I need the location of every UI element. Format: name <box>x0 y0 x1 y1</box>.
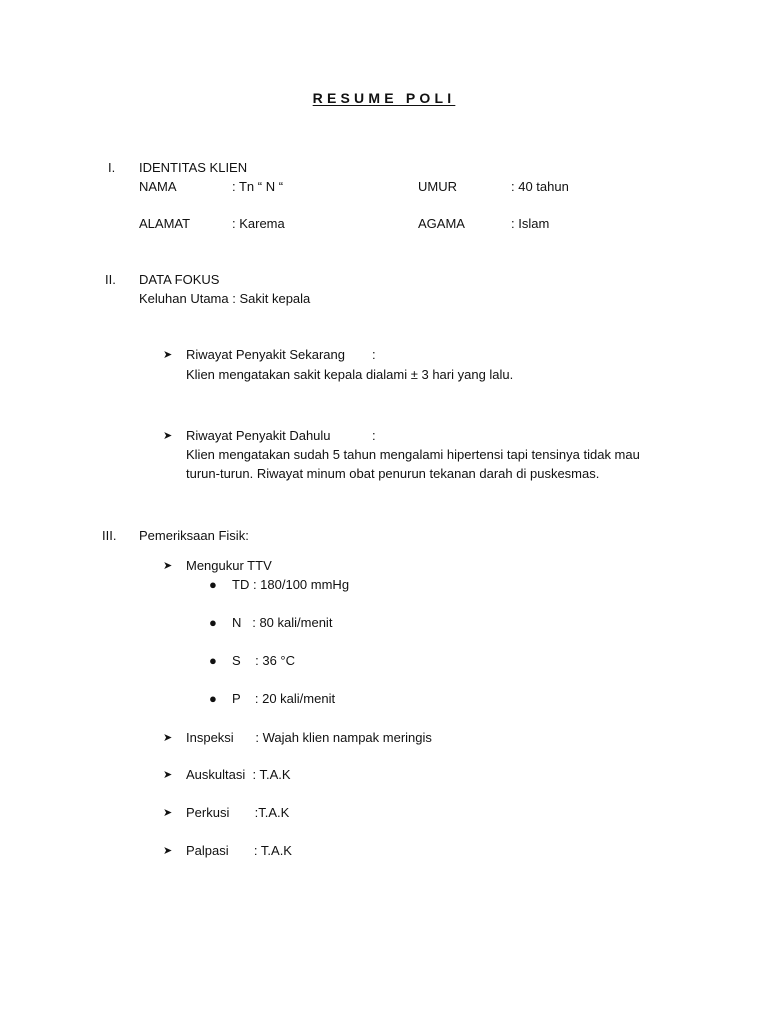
arrowhead-bullet-icon: ➤ <box>163 560 173 572</box>
ttv-item-s: S : 36 °C <box>232 653 296 668</box>
palpasi-line: Palpasi : T.A.K <box>186 843 292 858</box>
riwayat-sekarang-colon: : <box>372 347 376 362</box>
section-numeral-1: I. <box>108 160 116 175</box>
agama-label: AGAMA <box>418 216 465 231</box>
alamat-label: ALAMAT <box>139 216 191 231</box>
document-title: RESUME POLI <box>312 90 456 106</box>
alamat-value: : Karema <box>232 216 285 231</box>
riwayat-dahulu-line-2: turun-turun. Riwayat minum obat penurun tekanan darah di puskesmas. <box>186 466 600 481</box>
section-heading-identitas: IDENTITAS KLIEN <box>139 160 248 175</box>
auskultasi-line: Auskultasi : T.A.K <box>186 767 291 782</box>
riwayat-dahulu-label: Riwayat Penyakit Dahulu <box>186 428 331 443</box>
arrowhead-bullet-icon: ➤ <box>163 845 173 857</box>
agama-value: : Islam <box>511 216 550 231</box>
perkusi-line: Perkusi :T.A.K <box>186 805 290 820</box>
arrowhead-bullet-icon: ➤ <box>163 769 173 781</box>
nama-label: NAMA <box>139 179 177 194</box>
ttv-label: Mengukur TTV <box>186 558 272 573</box>
round-bullet-icon: ● <box>209 691 217 706</box>
riwayat-sekarang-label: Riwayat Penyakit Sekarang <box>186 347 345 362</box>
section-heading-data-fokus: DATA FOKUS <box>139 272 220 287</box>
arrowhead-bullet-icon: ➤ <box>163 430 173 442</box>
ttv-item-p: P : 20 kali/menit <box>232 691 336 706</box>
riwayat-sekarang-text: Klien mengatakan sakit kepala dialami ± 3 hari yang lalu. <box>186 367 514 382</box>
riwayat-dahulu-colon: : <box>372 428 376 443</box>
section-numeral-3: III. <box>102 528 117 543</box>
arrowhead-bullet-icon: ➤ <box>163 732 173 744</box>
round-bullet-icon: ● <box>209 577 217 592</box>
arrowhead-bullet-icon: ➤ <box>163 349 173 361</box>
ttv-item-n: N : 80 kali/menit <box>232 615 333 630</box>
riwayat-dahulu-line-1: Klien mengatakan sudah 5 tahun mengalami hipertensi tapi tensinya tidak mau <box>186 447 640 462</box>
section-numeral-2: II. <box>105 272 116 287</box>
section-heading-pemeriksaan: Pemeriksaan Fisik: <box>139 528 249 543</box>
umur-value: : 40 tahun <box>511 179 569 194</box>
inspeksi-line: Inspeksi : Wajah klien nampak meringis <box>186 730 432 745</box>
round-bullet-icon: ● <box>209 653 217 668</box>
umur-label: UMUR <box>418 179 457 194</box>
round-bullet-icon: ● <box>209 615 217 630</box>
ttv-item-td: TD : 180/100 mmHg <box>232 577 350 592</box>
keluhan-utama: Keluhan Utama : Sakit kepala <box>139 291 311 306</box>
nama-value: : Tn “ N “ <box>232 179 284 194</box>
arrowhead-bullet-icon: ➤ <box>163 807 173 819</box>
